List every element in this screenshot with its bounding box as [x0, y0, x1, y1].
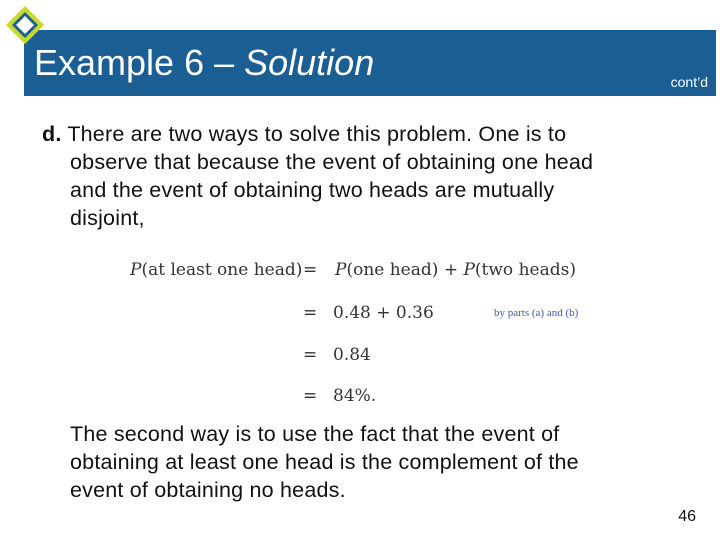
paragraph-line: The second way is to use the fact that the event of — [70, 422, 560, 446]
diamond-icon — [5, 5, 45, 45]
equation-row-3: 0.84 — [333, 345, 371, 365]
paragraph-line: event of obtaining no heads. — [70, 478, 346, 502]
equation-equals-3: = — [303, 345, 318, 365]
part-label: d. — [42, 122, 62, 146]
paragraph-line: obtaining at least one head is the complement of the — [70, 450, 579, 474]
title-main: Example 6 – — [34, 42, 245, 83]
continued-label: cont’d — [670, 74, 708, 90]
equation-row-4: 84%. — [333, 386, 377, 406]
slide-title — [34, 42, 374, 84]
equation-lhs: P(at least one head) — [130, 260, 303, 280]
paragraph-d — [42, 120, 692, 232]
equation-equals-2: = — [303, 303, 318, 323]
title-bar — [24, 30, 716, 96]
equation-equals-1: = — [303, 260, 318, 280]
paragraph-line: and the event of obtaining two heads are mutually — [70, 178, 555, 202]
equation-row-1: P(one head) + P(two heads) — [335, 260, 576, 280]
paragraph-line: d. There are two ways to solve this problem. One is to — [42, 122, 567, 146]
equation-equals-4: = — [303, 386, 318, 406]
paragraph-line: observe that because the event of obtaining one head — [70, 150, 594, 174]
equation-note: by parts (a) and (b) — [494, 307, 579, 319]
title-italic: Solution — [244, 42, 375, 83]
paragraph-line: disjoint, — [70, 206, 145, 230]
paragraph-second-way — [70, 420, 690, 504]
equation-row-2: 0.48 + 0.36 — [333, 303, 434, 323]
page-number: 46 — [678, 508, 696, 525]
